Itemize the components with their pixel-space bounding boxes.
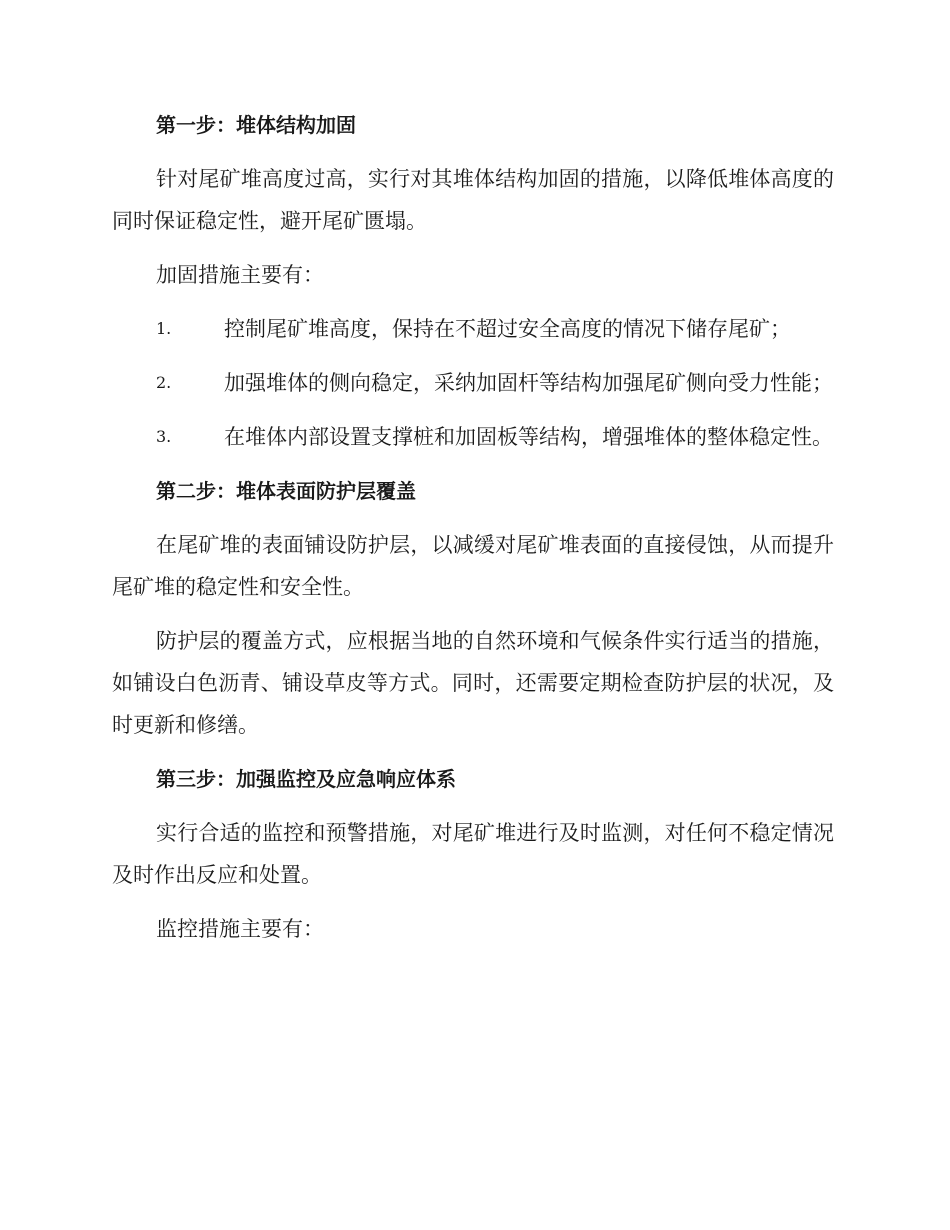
list-number: 3. — [156, 427, 172, 446]
section-1-heading: 第一步：堆体结构加固 — [156, 113, 356, 137]
section-2-heading: 第二步：堆体表面防护层覆盖 — [156, 479, 416, 503]
list-number: 1. — [156, 319, 172, 338]
section-3-heading: 第三步：加强监控及应急响应体系 — [156, 767, 456, 791]
list-item-text: 加强堆体的侧向稳定，采纳加固杆等结构加强尾矿侧向受力性能； — [224, 371, 833, 395]
list-item-1 — [112, 308, 834, 350]
list-number: 2. — [156, 373, 172, 392]
section-3-paragraph-2: 监控措施主要有： — [156, 917, 324, 941]
document-page — [112, 104, 834, 962]
section-2-paragraph-2: 防护层的覆盖方式，应根据当地的自然环境和气候条件实行适当的措施，如铺设白色沥青、铺设草皮等方式。同时，还需要定期检查防护层的状况，及时更新和修缮。 — [112, 629, 834, 737]
section-1-paragraph-1: 针对尾矿堆高度过高，实行对其堆体结构加固的措施，以降低堆体高度的同时保证稳定性，避开尾矿匮塌。 — [112, 167, 834, 233]
list-item-2 — [112, 362, 834, 404]
section-2-paragraph-1: 在尾矿堆的表面铺设防护层，以减缓对尾矿堆表面的直接侵蚀，从而提升尾矿堆的稳定性和安全性。 — [112, 533, 834, 599]
section-3-paragraph-1: 实行合适的监控和预警措施，对尾矿堆进行及时监测，对任何不稳定情况及时作出反应和处置。 — [112, 821, 834, 887]
list-item-text: 控制尾矿堆高度，保持在不超过安全高度的情况下储存尾矿； — [224, 317, 791, 341]
list-item-3 — [112, 416, 834, 458]
section-1-paragraph-2: 加固措施主要有： — [156, 263, 324, 287]
list-item-text: 在堆体内部设置支撑桩和加固板等结构，增强堆体的整体稳定性。 — [224, 425, 833, 449]
